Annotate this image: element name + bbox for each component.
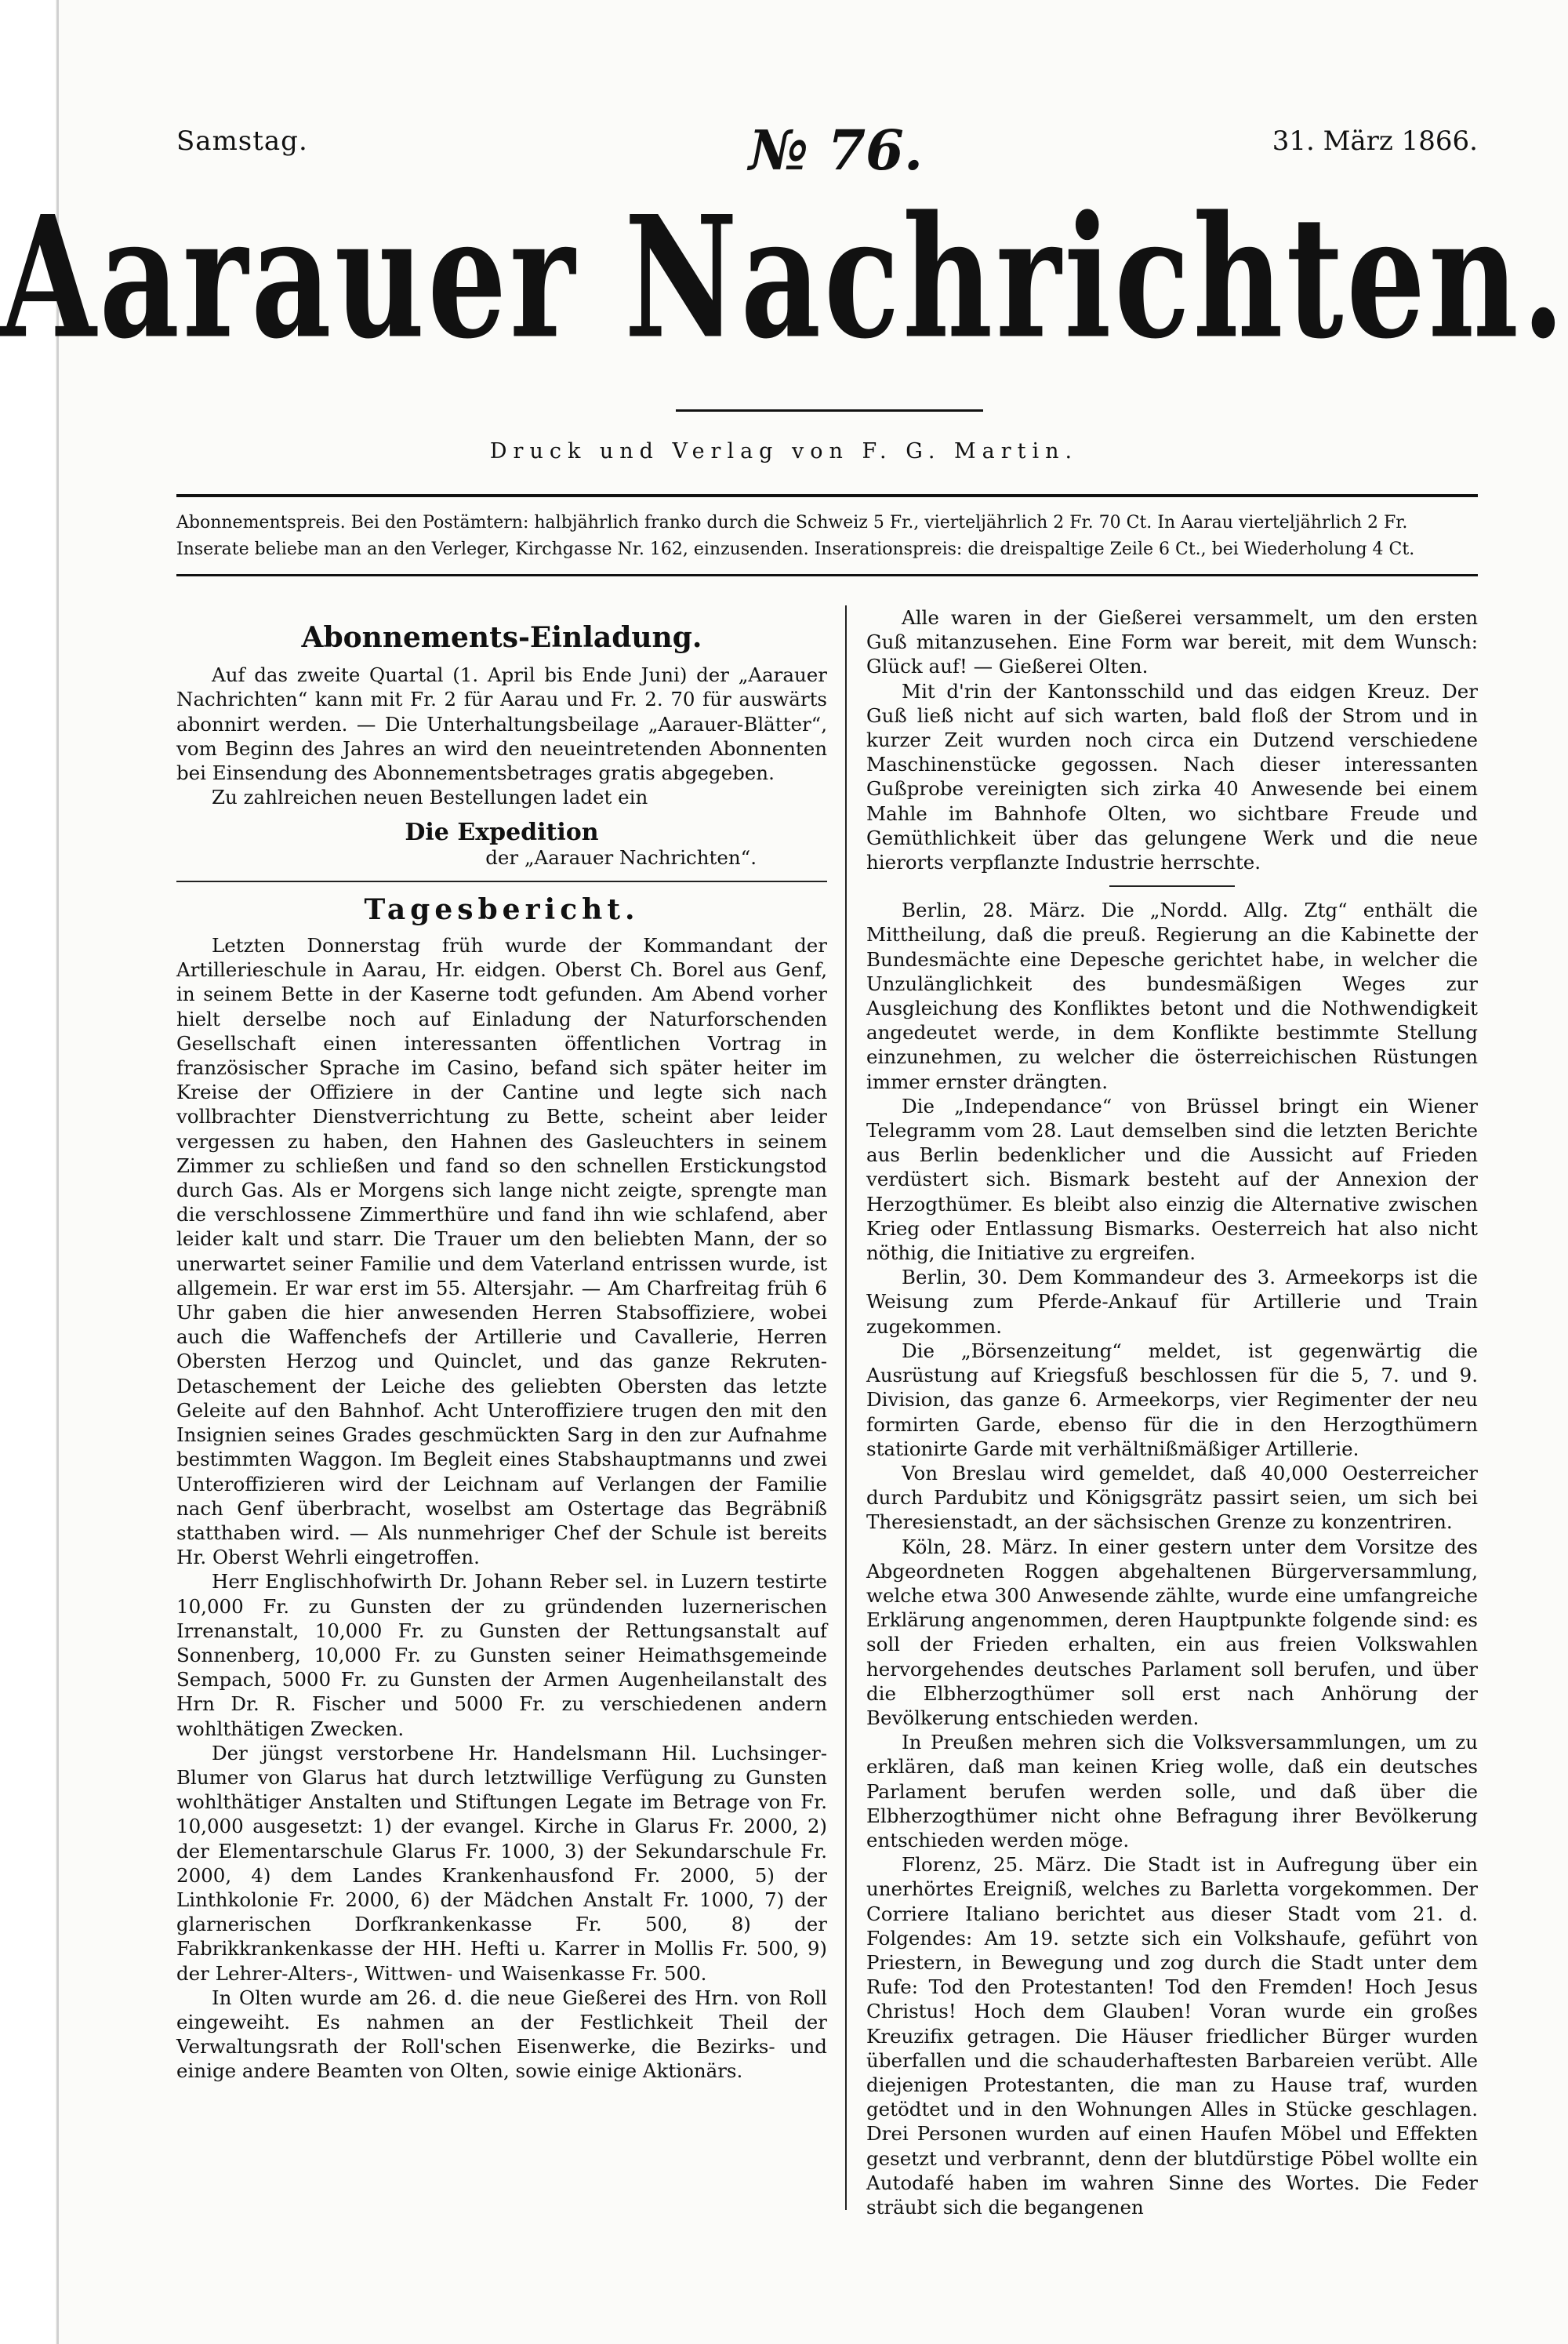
printer-line: Druck und Verlag von F. G. Martin. <box>489 439 1079 463</box>
issue-number: № 76. <box>749 118 924 183</box>
title-rule <box>676 409 983 412</box>
subscription-invitation-heading: Abonnements-Einladung. <box>301 621 702 654</box>
subscription-price-line: Abonnementspreis. Bei den Postämtern: halbjährlich franko durch die Schweiz 5 Fr., vierteljährlich 2 Fr. 70 Ct. In Aarau vierteljährlich 2 Fr. <box>176 513 1408 532</box>
masthead-top-line <box>176 118 1478 188</box>
article-breslau: Von Breslau wird gemeldet, daß 40,000 Oesterreicher durch Pardubitz und Königsgrätz passirt seien, um sich bei Theresienstadt, an der sächsischen Grenze zu konzentriren. <box>866 1461 1478 1534</box>
article-boersenzeitung: Die „Börsenzeitung“ meldet, ist gegenwärtig die Ausrüstung auf Kriegsfuß beschlossen für die 5, 7. und 9. Division, das ganze 6. Armeekorps, vier Regimenter der neu formirten Garde, ebenso für die in den Herzogthümern stationirte Garde mit verhältnißmäßiger Artillerie. <box>866 1339 1478 1460</box>
article-olten-cast: Mit d'rin der Kantonsschild und das eidgen Kreuz. Der Guß ließ nicht auf sich warten, bald floß der Strom und in kurzer Zeit wurden noch circa ein Dutzend verschiedene Maschinenstücke gegossen. Nach dieser interessanten Gußprobe vereinigten sich zirka 40 Anwesende bei einem Mahle im Bahnhofe Olten, wo sichtbare Freude und Gemüthlichkeit über das gelungene Werk und die neue hierorts verpflanzte Industrie herrschte. <box>866 679 1478 874</box>
issue-day: Samstag. <box>176 125 308 157</box>
advertising-price-line: Inserate beliebe man an den Verleger, Kirchgasse Nr. 162, einzusenden. Inserationspreis: die dreispaltige Zeile 6 Ct., bei Wiederholung 4 Ct. <box>176 540 1415 559</box>
article-reber: Herr Englischhofwirth Dr. Johann Reber sel. in Luzern testirte 10,000 Fr. zu Gunsten der zu gründenden luzernerischen Irrenanstalt, 10,000 Fr. zu Gunsten der Rettungsanstalt auf Sonnenberg, 10,000 Fr. zu Gunsten seiner Heimathsgemeinde Sempach, 5000 Fr. zu Gunsten der Armen Augenheilanstalt des Hrn Dr. R. Fischer und 5000 Fr. zu verschiedenen andern wohlthätigen Zwecken. <box>176 1570 827 1740</box>
article-preussen: In Preußen mehren sich die Volksversammlungen, um zu erklären, daß man keinen Krieg wolle, daß ein deutsches Parlament berufen werden solle, und daß über die Elbherzogthümer nicht ohne Befragung ihrer Bevölkerung entschieden werden möge. <box>866 1731 1478 1852</box>
expedition-signature-sub: der „Aarauer Nachrichten“. <box>485 845 757 869</box>
article-berlin-30: Berlin, 30. Dem Kommandeur des 3. Armeekorps ist die Weisung zum Pferde-Ankauf für Artillerie und Train zugekommen. <box>866 1266 1478 1338</box>
article-luchsinger: Der jüngst verstorbene Hr. Handelsmann Hil. Luchsinger-Blumer von Glarus hat durch letztwillige Verfügung zu Gunsten wohlthätiger Anstalten und Stiftungen Legate im Betrage von Fr. 10,000 ausgesetzt: 1) der evangel. Kirche in Glarus Fr. 2000, 2) der Elementarschule Glarus Fr. 1000, 3) der Sekundarschule Fr. 2000, 4) dem Landes Krankenhausfond Fr. 2000, 5) der Linthkolonie Fr. 2000, 6) der Mädchen Anstalt Fr. 1000, 7) der glarnerischen Dorfkrankenkasse Fr. 500, 8) der Fabrikkrankenkasse der HH. Hefti u. Karrer in Mollis Fr. 500, 9) der Lehrer-Alters-, Wittwen- und Waisenkasse Fr. 500. <box>176 1741 827 1985</box>
expedition-signature: Die Expedition <box>405 819 599 847</box>
section-divider <box>176 881 827 882</box>
article-olten-cont: Alle waren in der Gießerei versammelt, um den ersten Guß mitanzusehen. Eine Form war bereit, mit dem Wunsch: Glück auf! — Gießerei Olten. <box>866 606 1478 678</box>
article-koeln: Köln, 28. März. In einer gestern unter dem Vorsitze des Abgeordneten Roggen abgehaltenen Bürgerversammlung, welche etwa 300 Anwesende zählte, wurde eine umfangreiche Erklärung angenommen, deren Hauptpunkte folgende sind: es soll der Frieden erhalten, ein aus freien Volkswahlen hervorgehendes deutsches Parlament soll berufen, und über die Elbherzogthümer soll erst nach Anhörung der Bevölkerung entschieden werden. <box>866 1535 1478 1729</box>
subscription-info <box>176 510 1478 563</box>
article-independance: Die „Independance“ von Brüssel bringt ein Wiener Telegramm vom 28. Laut demselben sind die letzten Berichte aus Berlin bedenklicher und die Aussicht auf Frieden verdüstert sich. Bismark besteht auf der Annexion der Herzogthümer. Es bleibt also einzig die Alternative zwischen Krieg oder Entlassung Bismarks. Oesterreich hat also nicht nöthig, die Initiative zu ergreifen. <box>866 1094 1478 1265</box>
section-divider-short <box>1109 885 1235 887</box>
subscription-invitation-text: Auf das zweite Quartal (1. April bis Ende Juni) der „Aarauer Nachrichten“ kann mit Fr. 2 für Aarau und Fr. 2. 70 für auswärts abonnirt werden. — Die Unterhaltungsbeilage „Aarauer-Blätter“, vom Beginn des Jahres an wird den neueintretenden Abonnenten bei Einsendung des Abonnementsbetrages gratis abgegeben. <box>176 663 827 785</box>
daily-report-heading: Tagesbericht. <box>364 892 640 926</box>
article-olten: In Olten wurde am 26. d. die neue Gießerei des Hrn. von Roll eingeweiht. Es nahmen an der Festlichkeit Theil der Verwaltungsrath der Roll'schen Eisenwerke, die Bezirks- und einige andere Beamten von Olten, sowie einige Aktionärs. <box>176 1986 827 2083</box>
left-column <box>176 605 827 2084</box>
subscription-invitation-text-2: Zu zahlreichen neuen Bestellungen ladet ein <box>212 786 648 809</box>
column-divider <box>845 605 847 2210</box>
header-rule-top <box>176 494 1478 497</box>
newspaper-title: Aarauer Nachrichten. <box>0 180 1568 376</box>
article-borel: Letzten Donnerstag früh wurde der Kommandant der Artillerieschule in Aarau, Hr. eidgen. Oberst Ch. Borel aus Genf, in seinem Bette in der Kaserne todt gefunden. Am Abend vorher hielt derselbe noch auf Einladung der Naturforschenden Gesellschaft einen interessanten öffentlichen Vortrag in französischer Sprache im Casino, befand sich später heiter im Kreise der Offiziere in der Cantine und legte sich nach vollbrachter Dienstverrichtung zu Bette, scheint aber leider vergessen zu haben, den Hahnen des Gasleuchters in seinem Zimmer zu schließen und fand so den schnellen Erstickungstod durch Gas. Als er Morgens sich lange nicht zeigte, sprengte man die verschlossene Zimmerthüre und fand ihn wie schlafend, aber leider kalt und starr. Die Trauer um den beliebten Mann, der so unerwartet seiner Familie und dem Vaterland entrissen wurde, ist allgemein. Er war erst im 55. Altersjahr. — Am Charfreitag früh 6 Uhr gaben die hier anwesenden Herren Stabsoffiziere, wobei auch die Waffenchefs der Artillerie und Cavallerie, Herren Obersten Herzog und Quinclet, und das ganze Rekruten-Detaschement der Leiche des geliebten Obersten das letzte Geleite auf den Bahnhof. Acht Unteroffiziere trugen den mit den Insignien seines Grades geschmückten Sarg in den zur Aufnahme bestimmten Waggon. Im Begleit eines Stabshauptmanns und zwei Unteroffizieren wird der Leichnam auf Verlangen der Familie nach Genf überbracht, woselbst am Ostertage das Begräbniß statthaben wird. — Als nunmehriger Chef der Schule ist bereits Hr. Oberst Wehrli eingetroffen. <box>176 934 827 1569</box>
issue-date: 31. März 1866. <box>1272 125 1478 157</box>
right-column <box>866 605 1478 2219</box>
header-rule-bottom <box>176 574 1478 576</box>
article-florenz: Florenz, 25. März. Die Stadt ist in Aufregung über ein unerhörtes Ereigniß, welches zu Barletta vorgekommen. Der Corriere Italiano berichtet aus dieser Stadt vom 21. d. Folgendes: Am 19. setzte sich ein Volkshaufe, geführt von Priestern, in Bewegung und zog durch die Stadt unter dem Rufe: Tod den Protestanten! Tod den Fremden! Hoch Jesus Christus! Hoch dem Glauben! Voran wurde ein großes Kreuzifix getragen. Die Häuser friedlicher Bürger wurden überfallen und die schauderhaftesten Barbareien verübt. Alle diejenigen Protestanten, die man zu Hause traf, wurden getödtet und in den Wohnungen Alles in Stücke geschlagen. Drei Personen wurden auf einen Haufen Möbel und Effekten gesetzt und verbrannt, denn der blutdürstige Pöbel wollte ein Autodafé haben im wahren Sinne des Wortes. Die Feder sträubt sich die begangenen <box>866 1853 1478 2219</box>
article-berlin-28: Berlin, 28. März. Die „Nordd. Allg. Ztg“ enthält die Mittheilung, daß die preuß. Regierung an die Kabinette der Bundesmächte eine Depesche gerichtet habe, in welcher die Unzulänglichkeit des bundesmäßigen Weges zur Ausgleichung des Konfliktes betont und die Nothwendigkeit angedeutet werde, in dem Konflikte bestimmte Stellung einzunehmen, zu welcher die österreichischen Rüstungen immer ernster drängten. <box>866 899 1478 1093</box>
